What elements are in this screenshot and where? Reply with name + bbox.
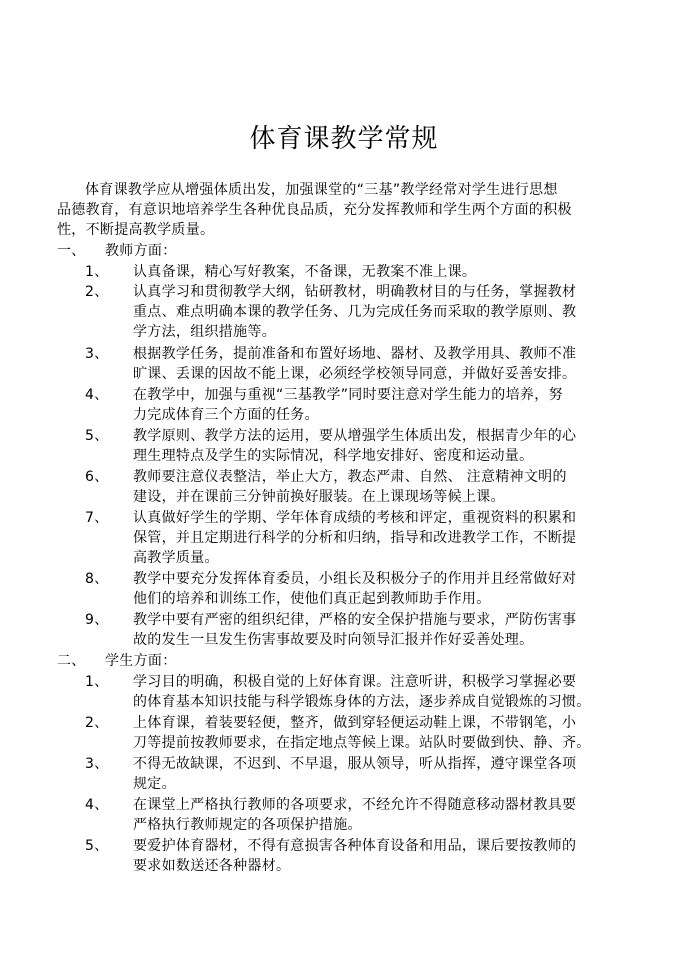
item-line: 不得无故缺课，不迟到、不早退，服从领导，听从指挥，遵守课堂各项 [133,755,577,772]
item-line: 建设，并在课前三分钟前换好服装。在上课现场等候上课。 [133,488,505,505]
item-line: 学习目的明确，积极自觉的上好体育课。注意听讲，积极学习掌握必要 [133,673,577,690]
item-line: 重点、难点明确本课的教学任务、几为完成任务而采取的教学原则、教 [133,304,577,320]
item-line: 力完成体育三个方面的任务。 [133,406,319,423]
item-text [133,713,635,753]
item-text [133,467,635,507]
item-number: 5、 [85,427,109,444]
item-line: 教师要注意仪表整洁，举止大方，教态严肃、自然、 注意精神文明的 [133,468,567,485]
item-number: 3、 [85,755,109,772]
item-line: 在教学中，加强与重视“三基教学”同时要注意对学生能力的培养，努 [133,386,563,403]
item-line: 理生理特点及学生的实际情况，科学地安排好、密度和运动量。 [133,447,534,464]
item-text [133,754,635,794]
item-number: 4、 [85,386,109,403]
item-text [133,262,635,282]
item-line: 要求如数送还各种器材。 [133,857,291,874]
item-line: 故的发生一旦发生伤害事故要及时向领导汇报并作好妥善处理。 [133,632,534,648]
item-line: 刀等提前按教师要求，在指定地点等候上课。站队时要做到快、静、齐。 [133,734,591,751]
item-line: 保管，并且定期进行科学的分析和归纳，指导和改进教学工作，不断提 [133,529,577,546]
item-line: 高教学质量。 [133,549,219,566]
item-line: 认真学习和贯彻教学大纲，钻研教材，明确教材目的与任务，掌握教材 [133,284,577,300]
section-number: 二、 [57,653,86,669]
item-text [133,344,635,384]
intro-line: 性，不断提高教学质量。 [57,222,215,238]
item-text [133,672,635,712]
item-number: 2、 [85,714,109,731]
page-title: 体育课教学常规 [249,124,439,154]
intro-line: 品德教育，有意识地培养学生各种优良品质，充分发挥教师和学生两个方面的积极 [57,202,572,218]
item-line: 严格执行教师规定的各项保护措施。 [133,816,362,833]
item-line: 旷课、丢课的因故不能上课，必须经学校领导同意，并做好妥善安排。 [133,365,577,382]
item-line: 根据教学任务，提前准备和布置好场地、器材、及教学用具、教师不准 [133,345,577,362]
item-text [133,385,635,425]
item-line: 上体育课，着装要轻便，整齐，做到穿轻便运动鞋上课，不带钢笔，小 [133,714,577,731]
item-number: 4、 [85,796,109,813]
section-title: 学生方面： [105,653,177,669]
item-number: 3、 [85,345,109,362]
item-line: 认真备课，精心写好教案，不备课，无教案不准上课。 [133,263,477,280]
item-line: 他们的培养和训练工作，使他们真正起到教师助手作用。 [133,591,491,607]
item-line: 的体育基本知识技能与科学锻炼身体的方法，逐步养成自觉锻炼的习惯。 [133,693,591,710]
item-number: 9、 [85,612,109,628]
item-text [133,508,635,568]
item-line: 学方法，组织措施等。 [133,324,276,340]
item-text [133,569,635,609]
item-line: 认真做好学生的学期、学年体育成绩的考核和评定，重视资料的积累和 [133,509,577,526]
item-text [133,426,635,466]
section-heading [57,651,177,671]
item-line: 教学中要充分发挥体育委员，小组长及积极分子的作用并且经常做好对 [133,571,577,587]
intro-paragraph [57,180,635,240]
item-number: 1、 [85,673,109,690]
section-title: 教师方面： [105,243,177,259]
section-number: 一、 [57,243,86,259]
item-text [133,610,635,650]
item-line: 规定。 [133,775,176,792]
item-number: 1、 [85,263,109,280]
item-line: 在课堂上严格执行教师的各项要求，不经允许不得随意移动器材教具要 [133,796,577,813]
item-number: 6、 [85,468,109,485]
item-text [133,795,635,835]
item-line: 教学中要有严密的组织纪律，严格的安全保护措施与要求，严防伤害事 [133,612,577,628]
item-line: 要爱护体育器材，不得有意损害各种体育设备和用品，课后要按教师的 [133,837,577,854]
item-number: 7、 [85,509,109,526]
item-number: 5、 [85,837,109,854]
item-text [133,836,635,876]
item-number: 2、 [85,284,109,300]
item-number: 8、 [85,571,109,587]
item-text [133,282,635,342]
item-line: 教学原则、教学方法的运用，要从增强学生体质出发，根据青少年的心 [133,427,577,444]
intro-line: 体育课教学应从增强体质出发，加强课堂的“三基”教学经常对学生进行思想 [85,182,558,198]
section-heading [57,241,177,261]
